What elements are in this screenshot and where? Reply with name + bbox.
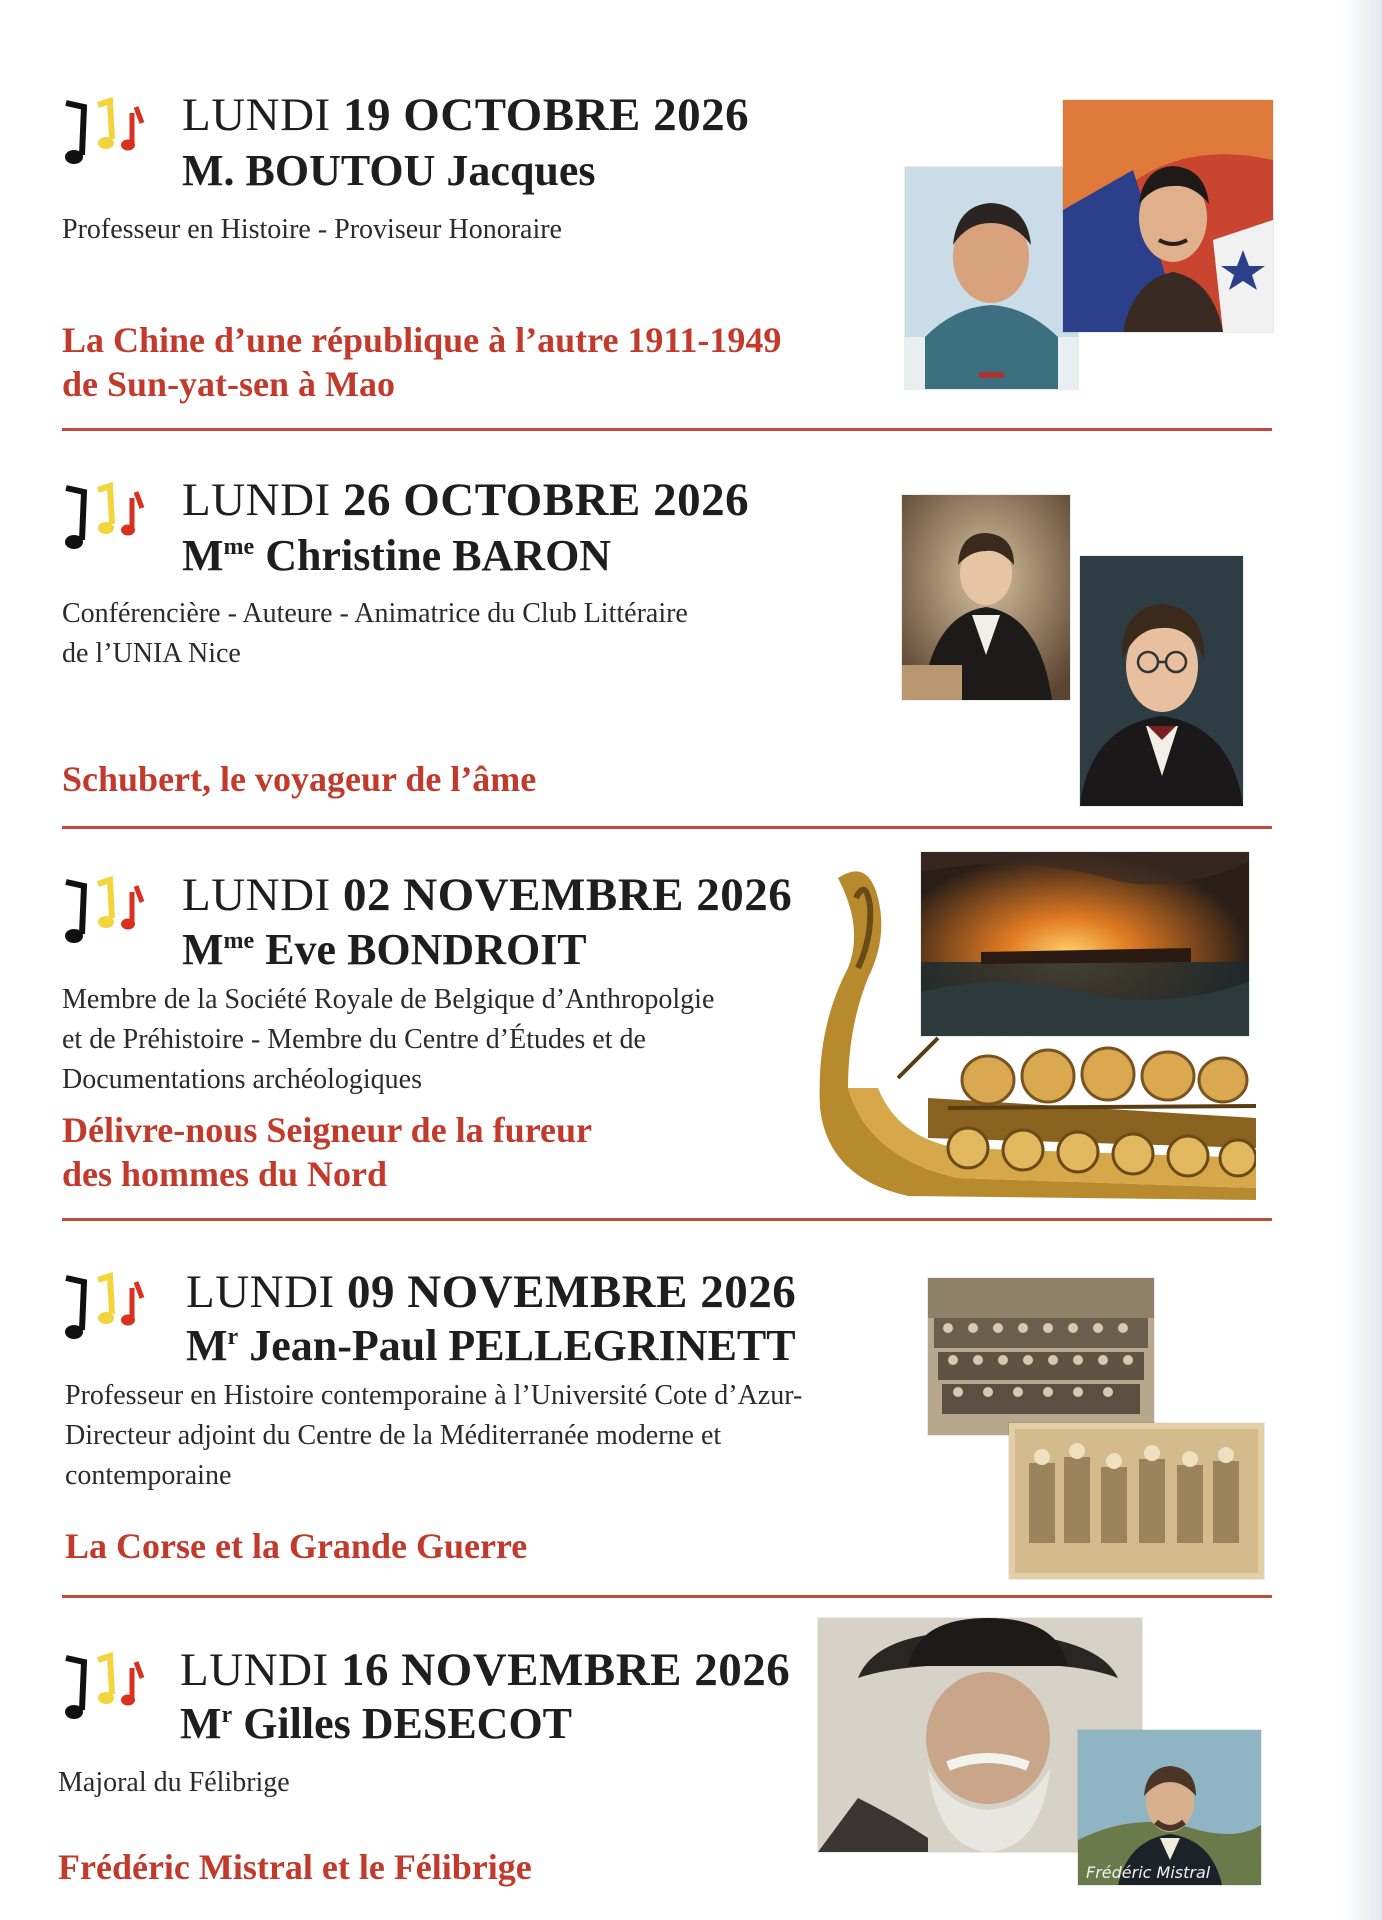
lecture-topic: La Chine d’une république à l’autre 1911-1949 de Sun-yat-sen à Mao: [62, 320, 782, 404]
event-date: LUNDI 19 OCTOBRE 2026: [182, 89, 750, 141]
speaker-description: Majoral du Félibrige: [58, 1767, 290, 1798]
speaker-description: Professeur en Histoire - Proviseur Honoraire: [62, 214, 562, 245]
image-caption: Frédéric Mistral: [1086, 1863, 1211, 1882]
event-date: LUNDI 26 OCTOBRE 2026: [182, 474, 750, 526]
lecture-topic: La Corse et la Grande Guerre: [65, 1526, 528, 1566]
speaker-description: Professeur en Histoire contemporaine à l’Université Cote d’Azur- Directeur adjoint du Centre de la Méditerranée moderne et contemporaine: [65, 1380, 803, 1491]
music-notes-icon: [58, 1650, 158, 1730]
speaker-name: $M^r$ Gilles DESECOT: [180, 1699, 573, 1748]
event-date: LUNDI 09 NOVEMBRE 2026: [186, 1266, 797, 1318]
event-date: LUNDI 02 NOVEMBRE 2026: [182, 869, 793, 921]
page-edge-shadow: [1342, 0, 1382, 1920]
speaker-name: M. BOUTOU Jacques: [182, 146, 596, 195]
speaker-description: Conférencière - Auteure - Animatrice du Club Littéraire de l’UNIA Nice: [62, 598, 688, 669]
lecture-topic: Délivre-nous Seigneur de la fureur des hommes du Nord: [62, 1110, 592, 1194]
speaker-name: $M^{me}$ Eve BONDROIT: [182, 925, 587, 974]
speaker-name: $M^{me}$ Christine BARON: [182, 531, 612, 580]
portrait-mistral-painting-image: [1078, 1730, 1261, 1885]
lecture-topic: Schubert, le voyageur de l’âme: [62, 759, 537, 799]
lecture-topic: Frédéric Mistral et le Félibrige: [58, 1847, 532, 1887]
speaker-name: $M^r$ Jean-Paul PELLEGRINETT: [186, 1321, 796, 1370]
speaker-description: Membre de la Société Royale de Belgique d’Anthropolgie et de Préhistoire - Membre du Centre d’Études et de Documentations archéologiques: [62, 984, 715, 1095]
event-date: LUNDI 16 NOVEMBRE 2026: [180, 1644, 791, 1696]
